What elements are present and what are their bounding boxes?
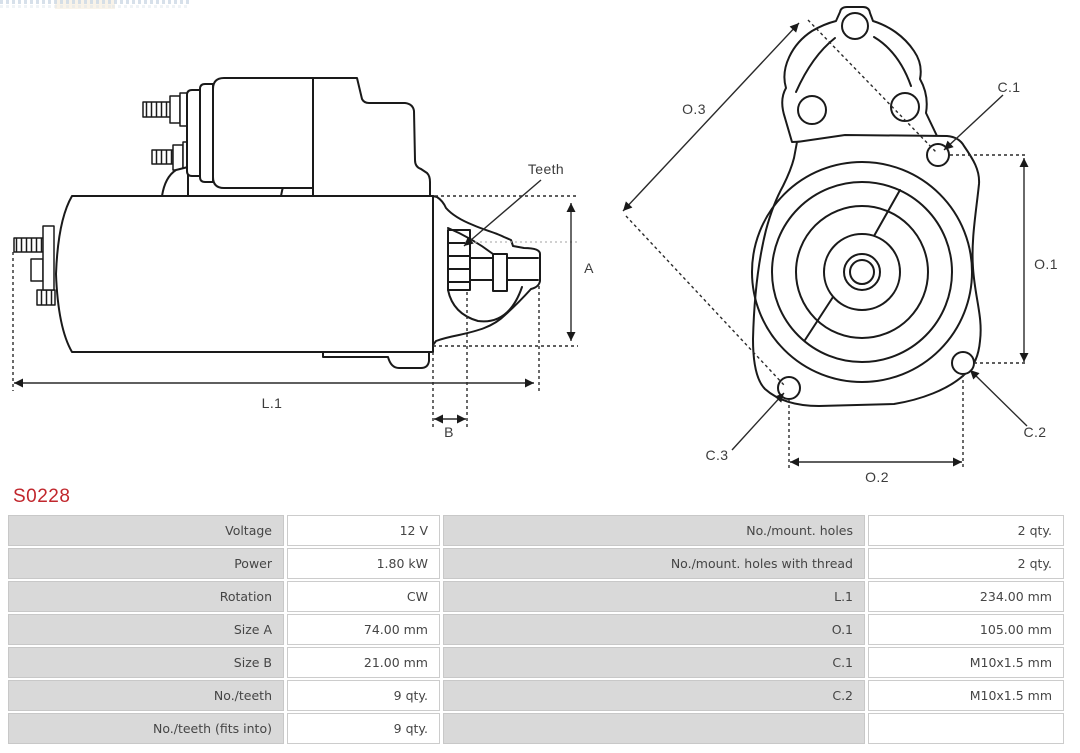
spec-label-cell: No./teeth (fits into) xyxy=(8,713,284,744)
spec-value-cell: 9 qty. xyxy=(287,713,440,744)
label-c3: C.3 xyxy=(705,447,729,463)
spec-label-cell: L.1 xyxy=(443,581,865,612)
spec-label-cell: Voltage xyxy=(8,515,284,546)
leader-c3 xyxy=(732,393,784,450)
spec-value-cell: M10x1.5 mm xyxy=(868,647,1064,678)
dim-o3 xyxy=(623,23,799,211)
bracket-hole xyxy=(798,96,826,124)
spec-value-cell: 74.00 mm xyxy=(287,614,440,645)
spec-value-cell: 234.00 mm xyxy=(868,581,1064,612)
label-l1: L.1 xyxy=(261,395,283,411)
spec-value-cell: 105.00 mm xyxy=(868,614,1064,645)
leader-c2 xyxy=(970,370,1027,426)
front-view-drawing xyxy=(752,7,981,406)
spec-value-cell: 21.00 mm xyxy=(287,647,440,678)
spec-value-cell: CW xyxy=(287,581,440,612)
spec-label-cell: No./mount. holes xyxy=(443,515,865,546)
table-row xyxy=(8,581,1064,612)
label-o2: O.2 xyxy=(865,469,889,485)
spec-value-cell: 2 qty. xyxy=(868,515,1064,546)
spec-value-cell: 12 V xyxy=(287,515,440,546)
label-b: B xyxy=(444,424,454,440)
solenoid xyxy=(213,78,313,188)
spec-label-cell: No./mount. holes with thread xyxy=(443,548,865,579)
spec-value-cell: 1.80 kW xyxy=(287,548,440,579)
mount-hole-c1 xyxy=(927,144,949,166)
spec-label-cell: Rotation xyxy=(8,581,284,612)
table-row xyxy=(8,614,1064,645)
spec-value-cell: M10x1.5 mm xyxy=(868,680,1064,711)
label-o1: O.1 xyxy=(1034,256,1058,272)
spec-label-cell: Size A xyxy=(8,614,284,645)
table-row xyxy=(8,548,1064,579)
side-view-drawing xyxy=(14,78,540,368)
spec-label-cell: Size B xyxy=(8,647,284,678)
spec-value-cell xyxy=(868,713,1064,744)
spec-label-cell xyxy=(443,713,865,744)
bracket-hole xyxy=(891,93,919,121)
spec-value-cell: 2 qty. xyxy=(868,548,1064,579)
spec-table xyxy=(5,513,1067,746)
spec-label-cell: C.1 xyxy=(443,647,865,678)
bracket-hole xyxy=(842,13,868,39)
rear-stud-icon xyxy=(14,238,44,252)
spec-label-cell: O.1 xyxy=(443,614,865,645)
leader-c1 xyxy=(944,95,1003,150)
label-c2: C.2 xyxy=(1023,424,1047,440)
terminal-stud-icon xyxy=(143,102,171,117)
label-c1: C.1 xyxy=(997,79,1021,95)
table-row xyxy=(8,713,1064,744)
spec-label-cell: C.2 xyxy=(443,680,865,711)
table-row xyxy=(8,680,1064,711)
part-number: S0228 xyxy=(13,486,71,507)
table-row xyxy=(8,515,1064,546)
spec-label-cell: Power xyxy=(8,548,284,579)
table-row xyxy=(8,647,1064,678)
spec-label-cell: No./teeth xyxy=(8,680,284,711)
motor-body xyxy=(56,196,433,352)
spec-value-cell: 9 qty. xyxy=(287,680,440,711)
label-o3: O.3 xyxy=(682,101,706,117)
label-a: A xyxy=(584,260,594,276)
label-teeth: Teeth xyxy=(527,161,565,177)
